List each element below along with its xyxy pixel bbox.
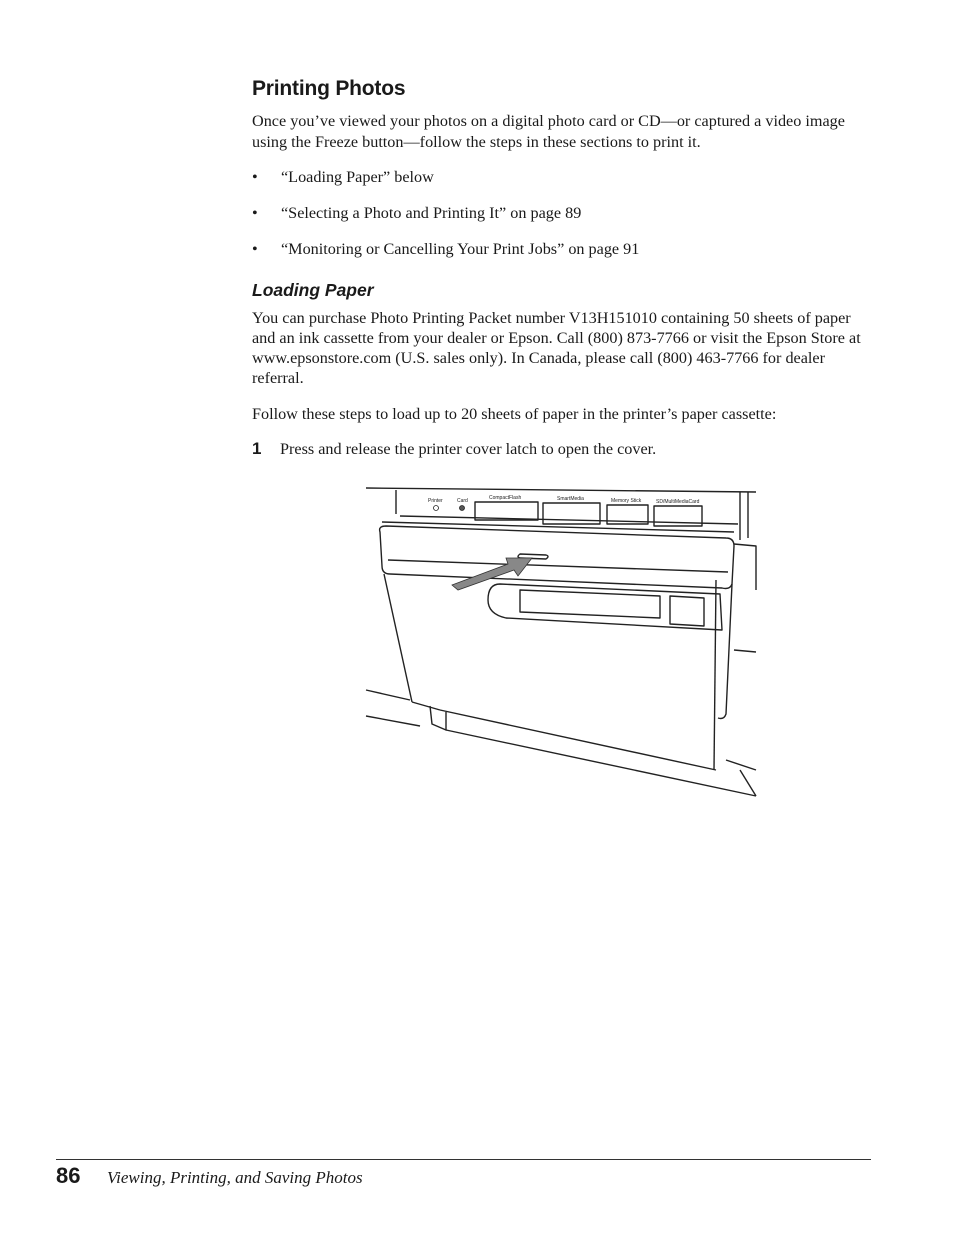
paragraph: You can purchase Photo Printing Packet number V13H151010 containing 50 sheets of paper and an ink cassette from your dealer or Epson. Call (800) 873-7766 or visit the Epson Store at www.epsonstore.com (U.S. sales only). In Canada, please call (800) 463-7766 for dealer referral. (252, 309, 861, 387)
footer-title: Viewing, Printing, and Saving Photos (107, 1168, 363, 1187)
page-number: 86 (56, 1163, 81, 1188)
paragraph: Follow these steps to load up to 20 sheets of paper in the printer’s paper cassette: (252, 405, 777, 423)
bullet-icon: • (252, 204, 258, 222)
footer-rule (56, 1159, 871, 1160)
step-text: Press and release the printer cover latch to open the cover. (280, 440, 657, 458)
card-light-icon (460, 506, 465, 511)
card-label: Card (457, 498, 468, 504)
subsection-title: Loading Paper (252, 280, 374, 300)
compactflash-label: CompactFlash (489, 495, 522, 501)
printer-cover-latch-illustration (360, 480, 760, 800)
sd-mmc-label: SD/MultiMediaCard (656, 499, 700, 505)
step-item (252, 439, 656, 459)
list-item-text[interactable]: “Selecting a Photo and Printing It” on page 89 (281, 204, 582, 222)
list-item (252, 203, 581, 223)
memorystick-label: Memory Stick (611, 498, 642, 504)
list-item (252, 167, 434, 187)
section-title: Printing Photos (252, 77, 406, 100)
intro-paragraph: Once you’ve viewed your photos on a digital photo card or CD—or captured a video image using the Freeze button—follow the steps in these sections to print it. (252, 112, 845, 151)
list-item-text[interactable]: “Monitoring or Cancelling Your Print Jobs” on page 91 (281, 240, 640, 258)
list-item (252, 239, 639, 259)
printer-light-icon (434, 506, 439, 511)
list-item-text[interactable]: “Loading Paper” below (281, 168, 434, 186)
bullet-icon: • (252, 168, 258, 186)
printer-label: Printer (428, 498, 443, 504)
step-number: 1 (252, 439, 262, 458)
bullet-icon: • (252, 240, 258, 258)
smartmedia-label: SmartMedia (557, 496, 584, 502)
